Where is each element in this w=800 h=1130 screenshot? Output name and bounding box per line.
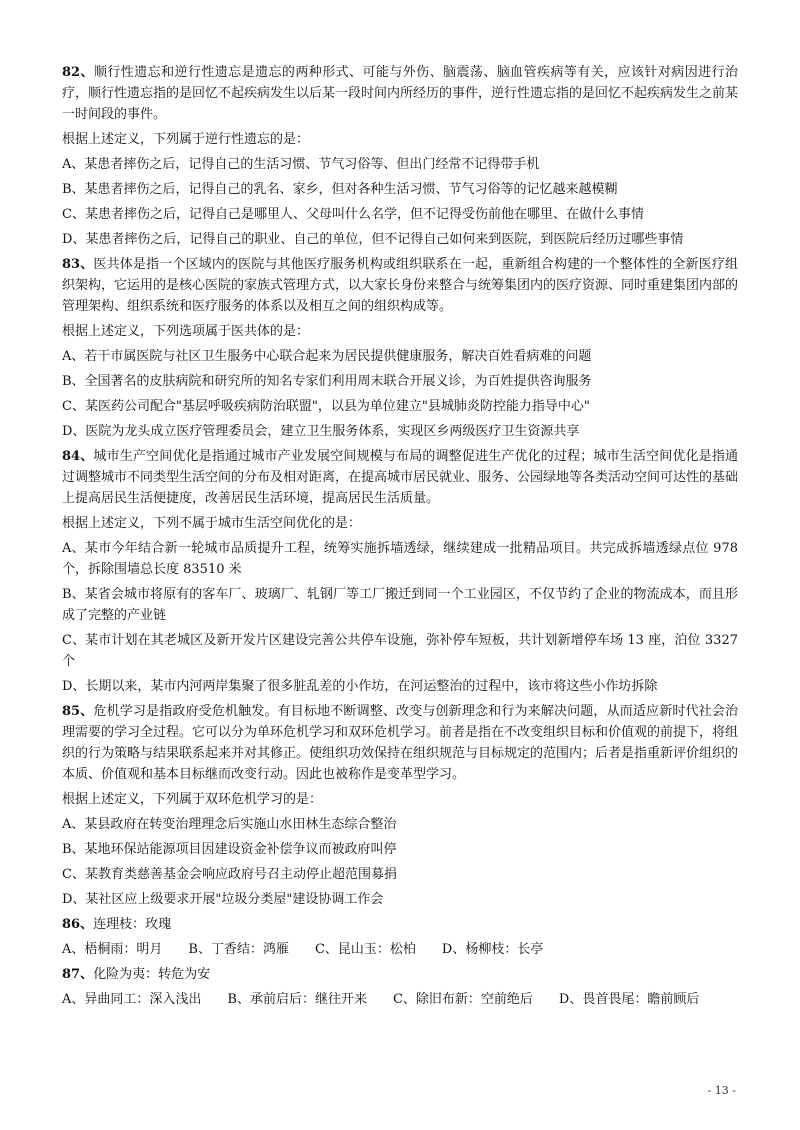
question-85-option-c: C、某教育类慈善基金会响应政府号召主动停止超范围募捐 bbox=[62, 867, 397, 882]
question-83-option-c: C、某医药公司配合"基层呼吸疾病防治联盟"，以县为单位建立"县城肺炎防控能力指导中心" bbox=[62, 399, 590, 414]
question-85-option-d: D、某社区应上级要求开展"垃圾分类屋"建设协调工作会 bbox=[62, 892, 384, 907]
question-83-option-a: A、若干市属医院与社区卫生服务中心联合起来为居民提供健康服务，解决百姓看病难的问题 bbox=[62, 349, 592, 364]
document-page bbox=[62, 62, 738, 1010]
option-b: B、承前启后：继往开来 bbox=[227, 992, 367, 1007]
question-84-prompt: 根据上述定义，下列不属于城市生活空间优化的是： bbox=[62, 516, 362, 531]
question-number: 87、 bbox=[62, 967, 94, 982]
question-82-option-d: D、某患者摔伤之后，记得自己的职业、自己的单位，但不记得自己如何来到医院，到医院后经历过哪些事情 bbox=[62, 232, 684, 247]
question-84-option-b: B、某省会城市将原有的客车厂、玻璃厂、轧钢厂等工厂搬迁到同一个工业园区，不仅节约了企业的物流成本，而且形成了完整的产业链 bbox=[62, 587, 738, 623]
question-text: 顺行性遗忘和逆行性遗忘是遗忘的两种形式、可能与外伤、脑震荡、脑血管疾病等有关，应该针对病因进行治疗，顺行性遗忘指的是回忆不起疾病发生以后某一段时间内所经历的事件，逆行性遗忘指的是回忆不起疾病发生之前某一时间段的事件。 bbox=[62, 65, 739, 122]
question-number: 84、 bbox=[62, 449, 94, 464]
question-82-option-b: B、某患者摔伤之后，记得自己的乳名、家乡，但对各种生活习惯、节气习俗等的记忆越来越模糊 bbox=[62, 182, 618, 197]
question-number: 82、 bbox=[62, 65, 94, 80]
option-d: D、畏首畏尾：瞻前顾后 bbox=[558, 992, 700, 1007]
option-a: A、异曲同工：深入浅出 bbox=[62, 992, 202, 1007]
question-83-option-b: B、全国著名的皮肤病院和研究所的知名专家们利用周末联合开展义诊，为百姓提供咨询服务 bbox=[62, 374, 592, 389]
question-87-options bbox=[62, 989, 738, 1010]
question-text: 医共体是指一个区域内的医院与其他医疗服务机构或组织联系在一起，重新组合构建的一个整体性的全新医疗组织架构，它运用的是核心医院的家族式管理方式，以大家长身份来整合与统筹集团内的医疗资源、同时重建集团内部的管理架构、组织系统和医疗服务的体系以及相互之间的组织构成等。 bbox=[62, 257, 739, 314]
question-text: 连理枝：玫瑰 bbox=[93, 917, 172, 932]
question-87-stem bbox=[62, 964, 738, 985]
question-84-stem bbox=[62, 446, 738, 509]
question-83-stem bbox=[62, 254, 738, 317]
question-83-prompt: 根据上述定义，下列选项属于医共体的是： bbox=[62, 324, 310, 339]
question-text: 化险为夷：转危为安 bbox=[93, 967, 211, 982]
question-number: 85、 bbox=[62, 704, 94, 719]
question-83-option-d: D、医院为龙头成立医疗管理委员会，建立卫生服务体系，实现区乡两级医疗卫生资源共享 bbox=[62, 424, 580, 439]
question-86-stem bbox=[62, 914, 738, 935]
option-c: C、除旧布新：空前绝后 bbox=[392, 992, 533, 1007]
option-b: B、丁香结：鸿雁 bbox=[188, 942, 289, 957]
question-85-option-b: B、某地环保站能源项目因建设资金补偿争议而被政府叫停 bbox=[62, 842, 397, 857]
option-c: C、昆山玉：松柏 bbox=[314, 942, 416, 957]
page-number: - 13 - bbox=[707, 1084, 736, 1097]
question-number: 83、 bbox=[62, 257, 94, 272]
question-text: 危机学习是指政府受危机触发。有目标地不断调整、改变与创新理念和行为来解决问题，从而适应新时代社会治理需要的学习全过程。它可以分为单环危机学习和双环危机学习。前者是指在不改变组织目标和价值观的前提下，将组织的行为策略与结果联系起来并对其修正。使组织功效保持在组织规范与目标规定的范围内；后者是指重新评价组织的本质、价值观和基本目标继而改变行动。因此也被称作是变革型学习。 bbox=[62, 704, 739, 782]
option-d: D、杨柳枝：长亭 bbox=[441, 942, 544, 957]
question-85-stem bbox=[62, 701, 738, 785]
question-84-option-c: C、某市计划在其老城区及新开发片区建设完善公共停车设施，弥补停车短板，共计划新增停车场 13 座，泊位 3327 个 bbox=[62, 633, 738, 669]
question-82-stem bbox=[62, 62, 738, 125]
question-number: 86、 bbox=[62, 917, 94, 932]
question-85-option-a: A、某县政府在转变治理理念后实施山水田林生态综合整治 bbox=[62, 817, 397, 832]
question-84-option-a: A、某市今年结合新一轮城市品质提升工程，统筹实施拆墙透绿，继续建成一批精品项目。共完成拆墙透绿点位 978 个，拆除围墙总长度 83510 米 bbox=[62, 541, 738, 577]
question-84-option-d: D、长期以来，某市内河两岸集聚了很多脏乱差的小作坊，在河运整治的过程中，该市将这些小作坊拆除 bbox=[62, 679, 658, 694]
option-a: A、梧桐雨：明月 bbox=[62, 942, 163, 957]
question-82-option-a: A、某患者摔伤之后，记得自己的生活习惯、节气习俗等、但出门经常不记得带手机 bbox=[62, 157, 540, 172]
question-85-prompt: 根据上述定义，下列属于双环危机学习的是： bbox=[62, 792, 323, 807]
question-text: 城市生产空间优化是指通过城市产业发展空间规模与布局的调整促进生产优化的过程；城市生活空间优化是指通过调整城市不同类型生活空间的分布及相对距离，在提高城市居民就业、服务、公园绿地等各类活动空间可达性的基础上提高居民生活便捷度，改善居民生活环境，提高居民生活质量。 bbox=[62, 449, 739, 506]
question-82-prompt: 根据上述定义，下列属于逆行性遗忘的是： bbox=[62, 132, 310, 147]
question-82-option-c: C、某患者摔伤之后，记得自己是哪里人、父母叫什么名学，但不记得受伤前他在哪里、在做什么事情 bbox=[62, 207, 644, 222]
question-86-options bbox=[62, 939, 738, 960]
